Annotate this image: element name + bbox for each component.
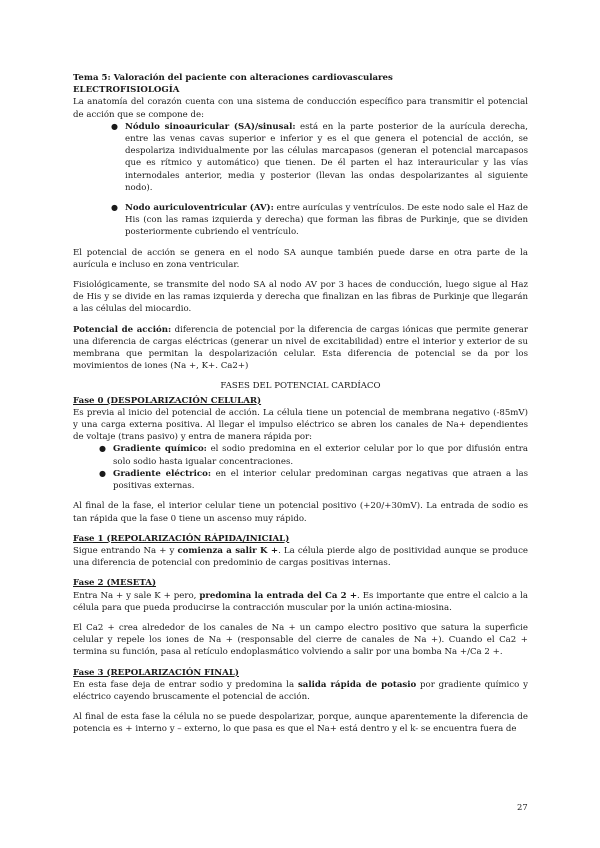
bullet-icon: ●: [111, 121, 118, 131]
bold-run: comienza a salir K +: [177, 545, 279, 556]
phase-3-heading: Fase 3 (REPOLARIZACIÓN FINAL): [73, 667, 239, 678]
text-run: Entra Na + y sale K + pero,: [73, 590, 200, 601]
intro-paragraph: La anatomía del corazón cuenta con una sistema de conducción específico para transmitir el potencial de acción que se compone de:: [73, 97, 528, 120]
gradient-list: [73, 443, 528, 492]
text-run: por gradiente químico y eléctrico cayendo bruscamente el potencial de acción.: [73, 679, 528, 702]
bullet-icon: ●: [99, 444, 106, 454]
phases-heading: FASES DEL POTENCIAL CARDÍACO: [220, 381, 381, 392]
term: Nódulo sinoauricular (SA)/sinusal:: [125, 121, 296, 132]
definition: entre aurículas y ventrículos. De este nodo sale el Haz de His (con las ramas izquierda y derecha) que forman las fibras de Purkinje, que se dividen posteriormente cubriendo el ventrículo.: [125, 203, 528, 238]
term: Potencial de acción:: [73, 324, 172, 335]
text-run: . Es importante que entre el calcio a la célula para que pueda producirse la contracción muscular por la unión actina-miosina.: [73, 590, 528, 613]
section-title: ELECTROFISIOLOGÍA: [73, 85, 180, 96]
term: Gradiente químico:: [113, 444, 207, 455]
list-item: [73, 121, 528, 194]
phase-0-heading: Fase 0 (DESPOLARIZACIÓN CELULAR): [73, 395, 262, 406]
paragraph: Al final de la fase, el interior celular tiene un potencial positivo (+20/+30mV). La entrada de sodio es tan rápida que la fase 0 tiene un ascenso muy rápido.: [73, 501, 528, 524]
paragraph: Es previa al inicio del potencial de acción. La célula tiene un potencial de membrana negativo (-85mV) y una carga externa positiva. Al llegar el impulso eléctrico se abren los canales de Na+ dependientes de voltaje (trans pasivo) y entra de manera rápida por:: [73, 407, 528, 443]
paragraph: [73, 545, 528, 569]
definition: está en la parte posterior de la aurícula derecha, entre las venas cavas superior e inferior y es el que genera el potencial de acción, se despolariza individualmente por las células marcapasos (generan el potencial marcapasos que es rítmico y automático) que tienen. De él parten el haz interauricular y las vías internodales anterior, media y posterior (llevan las ondas despolarizantes al siguiente nodo).: [125, 121, 528, 193]
page-number: 27: [517, 802, 528, 812]
paragraph: [73, 590, 528, 614]
paragraph: El potencial de acción se genera en el nodo SA aunque también puede darse en otra parte de la aurícula e incluso en zona ventricular.: [73, 247, 528, 270]
text-run: . La célula pierde algo de positividad aunque se produce una diferencia de potencial con predominio de cargas positivas internas.: [73, 545, 528, 569]
list-item: [73, 202, 528, 239]
phase-2-heading: Fase 2 (MESETA): [73, 578, 157, 589]
phase-1-heading: Fase 1 (REPOLARIZACIÓN RÁPIDA/INICIAL): [73, 533, 290, 544]
text-run: En esta fase deja de entrar sodio y predomina la: [73, 679, 298, 690]
term: Gradiente eléctrico:: [113, 468, 212, 479]
definition: en el interior celular predominan cargas negativas que atraen a las positivas externas.: [113, 468, 528, 492]
bullet-icon: ●: [111, 203, 118, 213]
document-page: [73, 72, 528, 744]
text-run: Sigue entrando Na + y: [73, 545, 178, 556]
bold-run: predomina la entrada del Ca 2 +: [199, 590, 358, 601]
bold-run: salida rápida de potasio: [297, 679, 417, 690]
paragraph: [73, 679, 528, 703]
paragraph: El Ca2 + crea alrededor de los canales de Na + un campo electro positivo que satura la superficie celular y repele los iones de Na + (responsable del cierre de canales de Na +). Cuando el Ca2 + termina su función, pasa al retículo endoplasmático volviendo a salir por una bomba Na +/Ca 2 +.: [73, 622, 528, 658]
action-potential-paragraph: [73, 324, 528, 373]
list-item: [73, 443, 528, 467]
conduction-node-list: [73, 121, 528, 239]
list-item: [73, 468, 528, 492]
definition: diferencia de potencial por la diferencia de cargas iónicas que permite generar una diferencia de cargas eléctricas (generar un nivel de excitabilidad) entre el interior y exterior de su membrana que permitan la despolarización celular. Esta diferencia de potencial se da por los movimientos de iones (Na +, K+. Ca2+): [73, 324, 528, 372]
bullet-icon: ●: [99, 468, 106, 478]
paragraph: Al final de esta fase la célula no se puede despolarizar, porque, aunque aparentemente la diferencia de potencia es + interno y – externo, lo que pasa es que el Na+ está dentro y el k- se encuentra fuera de: [73, 712, 528, 735]
topic-title: Tema 5: Valoración del paciente con alteraciones cardiovasculares: [73, 73, 393, 83]
term: Nodo auriculoventricular (AV):: [125, 203, 274, 214]
paragraph: Fisiológicamente, se transmite del nodo SA al nodo AV por 3 haces de conducción, luego sigue al Haz de His y se divide en las ramas izquierda y derecha que finalizan en las fibras de Purkinje que llegarán a las células del miocardio.: [73, 280, 528, 315]
definition: el sodio predomina en el exterior celular por lo que por difusión entra solo sodio hasta igualar concentraciones.: [113, 444, 528, 467]
